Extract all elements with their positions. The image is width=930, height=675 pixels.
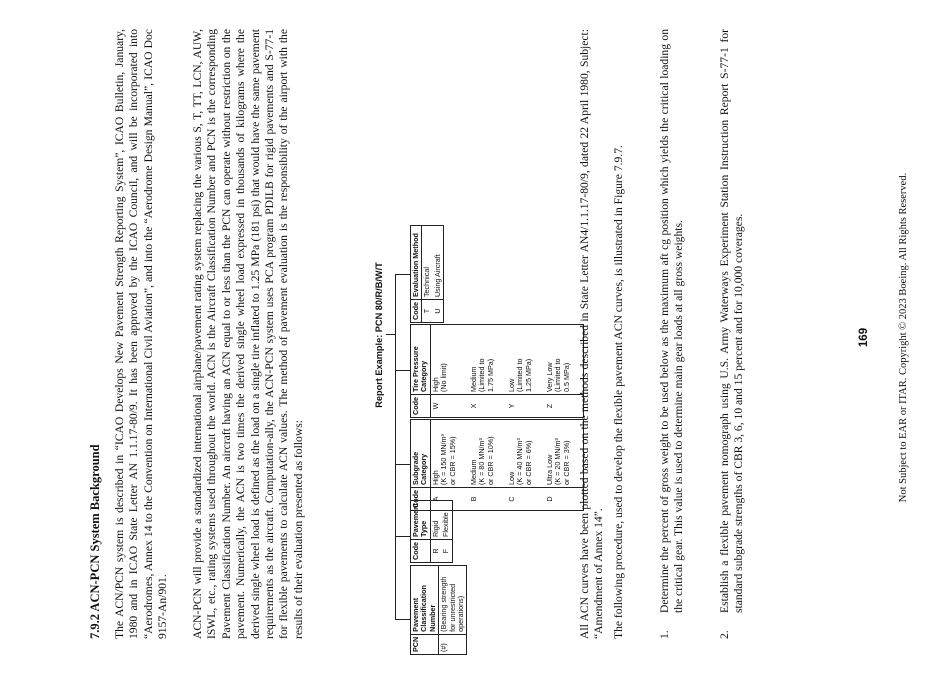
connector-tire: [395, 370, 410, 371]
tire-category: Medium (Limited to 1.75 MPa): [469, 325, 507, 395]
subgrade-category: Low (K = 40 MN/m³ or CBR = 6%): [507, 420, 545, 488]
tire-header-code: Code: [411, 395, 431, 418]
pcn-header-number: Pavement Classification Number: [411, 566, 439, 635]
pcn-table: [410, 565, 467, 655]
paragraph-acn-curves: All ACN curves have been plotted based on the methods described in State Letter AN4/1.1.17-80/9, dated 22 April 1980, Subject: “Amendment of Annex 14”.: [578, 29, 606, 639]
paragraph-intro: The ACN/PCN system is described in “ICAO Develops New Pavement Strength Reporting System”, ICAO Bulletin, January, 1980 and in ICAO State Letter AN 1.1.17-80/9. It has been approved by the ICAO Council, and will be incorporated into “Aerodromes, Annex 14 to the Convention on International Civil Aviation”, and into the “Aerodrome Design Manual”, ICAO Doc 9157-An/901.: [113, 29, 170, 639]
subgrade-header-code: Code: [411, 488, 431, 511]
pcn-header-pcn: PCN: [411, 634, 439, 654]
pcn-description: (Bearing strength for unrestricted operations): [439, 566, 467, 635]
list-text: Establish a flexible pavement nomograph using U.S. Army Waterways Experiment Station Instruction Report S-77-1 for standard subgrade strengths of CBR 3, 6, 10 and 15 percent and for 10,000 coverages.: [718, 29, 746, 613]
pavement-type: Rigid: [430, 501, 441, 540]
diagram-caption: Report Example: PCN 80/R/B/W/T: [374, 262, 384, 408]
tire-category: Low (Limited to 1.25 MPa): [507, 325, 545, 395]
pavement-type: Flexible: [441, 501, 452, 540]
tire-code: Z: [545, 395, 584, 418]
page-number: 169: [858, 327, 870, 348]
copyright-notice: Not Subject to EAR or ITAR. Copyright © 2023 Boeing. All Rights Reserved.: [898, 172, 909, 503]
tire-code: Y: [507, 395, 545, 418]
tire-code: W: [430, 395, 469, 418]
subgrade-code: B: [469, 488, 507, 511]
subgrade-category: High (K = 150 MN/m³ or CBR = 15%): [430, 420, 469, 488]
pavement-code: F: [441, 540, 452, 563]
tire-pressure-table: [410, 324, 584, 418]
evaluation-method-table: [410, 225, 444, 323]
subgrade-header-category: Subgrade Category: [411, 420, 431, 488]
pcn-value: (#): [439, 634, 467, 654]
tire-category: Very Low (Limited to 0.5 MPa): [545, 325, 584, 395]
list-number: 1.: [658, 630, 671, 639]
evaluation-header-method: Evaluation Method: [411, 226, 422, 300]
subgrade-code: A: [430, 488, 469, 511]
section-title: 7.9.2 ACN-PCN System Background: [88, 444, 102, 639]
list-number: 2.: [718, 630, 731, 639]
evaluation-code: U: [433, 300, 444, 323]
list-text: Determine the percent of gross weight to be used below as the maximum aft cg position which yields the critical loading on the critical gear. This value is used to determine main gear loads at all gross weights.: [658, 29, 686, 613]
connector-pcn: [395, 619, 410, 620]
subgrade-code: C: [507, 488, 545, 511]
connector-stem: [386, 334, 395, 335]
subgrade-category: Medium (K = 80 MN/m³ or CBR = 10%): [469, 420, 507, 488]
pavement-header-code: Code: [411, 540, 431, 563]
connector-pavement: [395, 536, 410, 537]
connector-subgrade: [395, 464, 410, 465]
tire-code: X: [469, 395, 507, 418]
paragraph-acn-pcn-description: ACN-PCN will provide a standardized international airplane/pavement rating system replacing the various S, T, TT, LCN, AUW, ISWL, etc., rating systems used throughout the world. ACN is the Aircraft Classification Number and PCN is the corresponding Pavement Classification Number. An aircraft having an ACN equal to or less than the PCN can operate without restriction on the pavement. Numerically, the ACN is two times the derived single wheel load expressed in thousands of kilograms where the derived single wheel load is defined as the load on a single tire inflated to 1.25 MPa (181 psi) that would have the same pavement requirements as the aircraft. Computation-ally, the ACN-PCN system uses PCA program PDILB for rigid pavements and S-77-1 for flexible pavements to calculate ACN values. The method of pavement evaluation is the responsibility of the airport with the results of their evaluation presented as follows:: [191, 29, 305, 639]
pavement-code: R: [430, 540, 441, 563]
evaluation-code: T: [422, 300, 433, 323]
pavement-header-type: Pavement Type: [411, 501, 431, 540]
tire-header-category: Tire Pressure Category: [411, 325, 431, 395]
evaluation-method: Technical: [422, 226, 433, 300]
subgrade-category-table: [410, 419, 584, 511]
subgrade-code: D: [545, 488, 584, 511]
paragraph-procedure: The following procedure, used to develop the flexible pavement ACN curves, is illustrated in Figure 7.9.7.: [612, 145, 625, 639]
connector-horizontal: [395, 275, 396, 620]
connector-evaluation: [395, 274, 410, 275]
evaluation-header-code: Code: [411, 300, 422, 323]
evaluation-method: Using Aircraft: [433, 226, 444, 300]
tire-category: High (No limit): [430, 325, 469, 395]
subgrade-category: Ultra Low (K = 20 MN/m³ or CBR = 3%): [545, 420, 584, 488]
